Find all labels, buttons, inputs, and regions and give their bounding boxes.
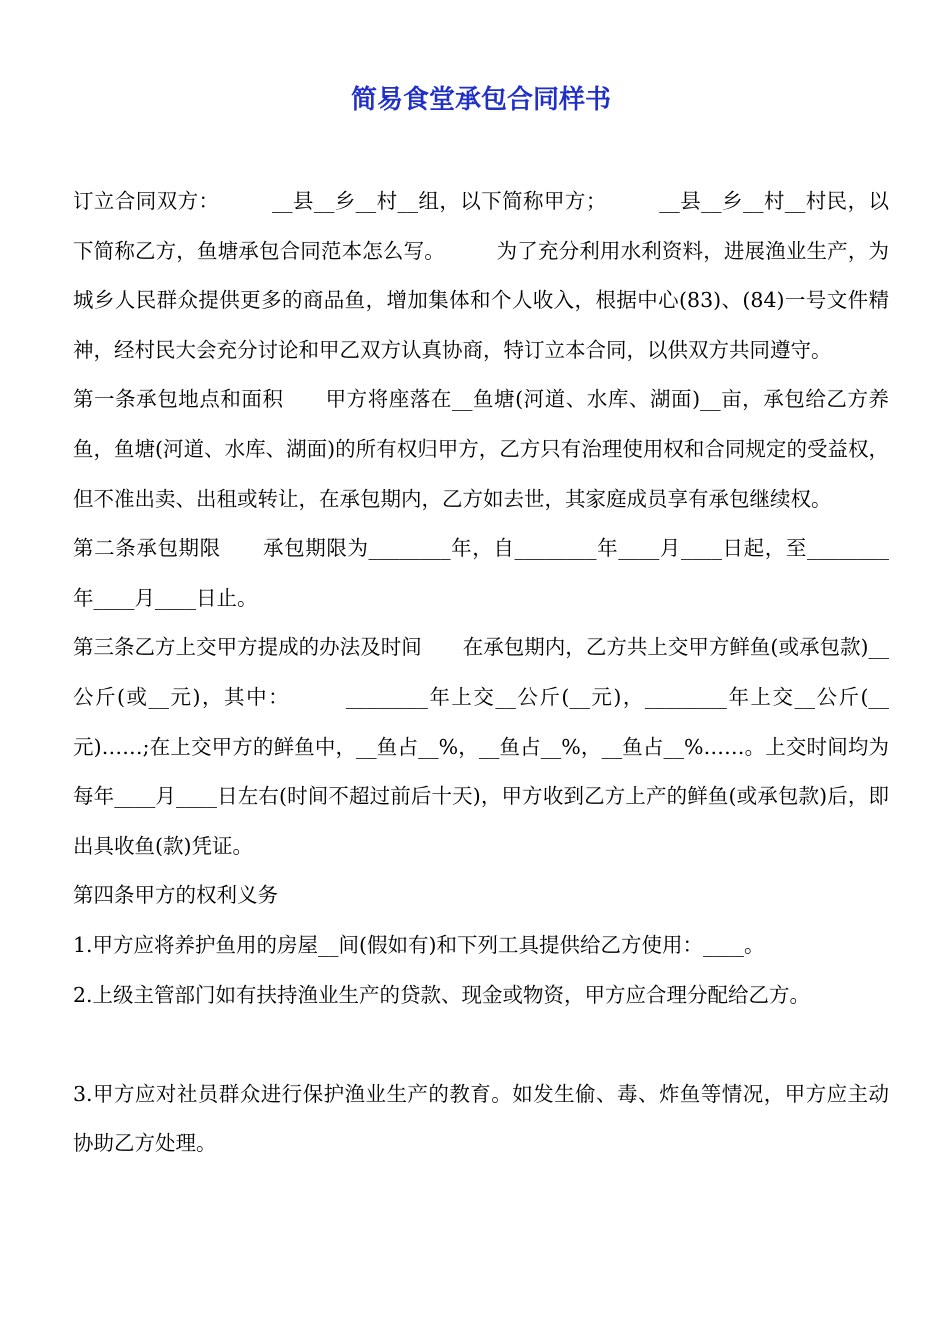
paragraph-preamble: 订立合同双方： __县__乡__村__组，以下简称甲方； __县__乡__村__村民，以下简称乙方，鱼塘承包合同范本怎么写。 为了充分利用水利资料，进展渔业生产，为城乡人民群众提供更多的商品鱼，增加集体和个人收入，根据中心(83)、(84)一号文件精神，经村民大会充分讨论和甲乙双方认真协商，特订立本合同，以供双方共同遵守。	[73, 189, 889, 362]
paragraph-article-2: 第二条承包期限 承包期限为________年，自________年____月____日起，至________年____月____日止。	[73, 536, 889, 610]
paragraph-item-1: 1.甲方应将养护鱼用的房屋__间(假如有)和下列工具提供给乙方使用：____。	[73, 932, 765, 957]
document-title: 简易食堂承包合同样书	[350, 85, 611, 115]
blank-line	[73, 1020, 889, 1070]
paragraph-article-3: 第三条乙方上交甲方提成的办法及时间 在承包期内，乙方共上交甲方鲜鱼(或承包款)__公斤(或__元)，其中： ________年上交__公斤(__元)，________年上交__公斤(__元)……;在上交甲方的鲜鱼中，__鱼占__%，__鱼占__%，__鱼占__%……。上交时间均为每年____月____日左右(时间不超过前后十天)，甲方收到乙方上产的鲜鱼(或承包款)后，即出具收鱼(款)凭证。	[73, 635, 889, 858]
document-body	[73, 177, 889, 1169]
paragraph-article-1: 第一条承包地点和面积 甲方将座落在__鱼塘(河道、水库、湖面)__亩，承包给乙方养鱼，鱼塘(河道、水库、湖面)的所有权归甲方，乙方只有治理使用权和合同规定的受益权，但不准出卖、出租或转让，在承包期内，乙方如去世，其家庭成员享有承包继续权。	[73, 387, 889, 511]
paragraph-article-4-heading: 第四条甲方的权利义务	[73, 883, 278, 908]
paragraph-item-3: 3.甲方应对社员群众进行保护渔业生产的教育。如发生偷、毒、炸鱼等情况，甲方应主动协助乙方处理。	[73, 1081, 889, 1156]
paragraph-item-2: 2.上级主管部门如有扶持渔业生产的贷款、现金或物资，甲方应合理分配给乙方。	[73, 982, 811, 1007]
